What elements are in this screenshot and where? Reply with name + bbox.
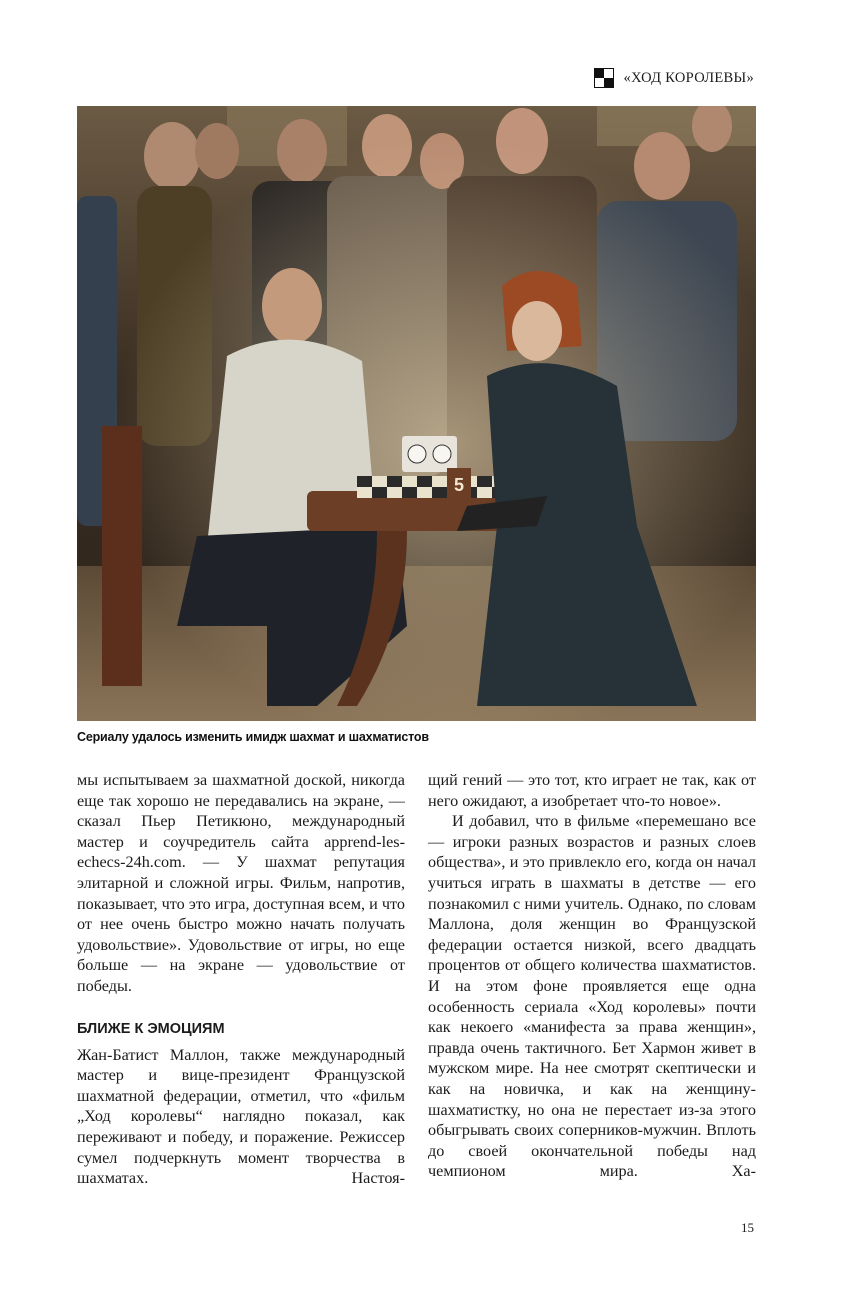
paragraph: щий гений — это тот, кто играет не так, как от него ожидают, а изобретает что-то новое».: [428, 771, 756, 810]
subheading: БЛИЖЕ К ЭМОЦИЯМ: [77, 1020, 225, 1037]
article-column-right: [428, 770, 756, 1182]
photo-caption: Сериалу удалось изменить имидж шахмат и шахматистов: [77, 730, 429, 744]
running-header: [594, 68, 754, 88]
paragraph: мы испытываем за шахматной доской, никогда еще так хорошо не передавались на экране, — сказал Пьер Петикюно, международный мастер и соучредитель сайта apprend-les-echecs-24h.com. — У шахмат репутация элитарной и сложной игры. Фильм, напротив, показывает, что это игра, доступная всем, и что от нее очень быстро можно начать получать удовольствие». Удовольствие от игры, но еще больше — на экране — удовольствие от победы.: [77, 771, 405, 995]
section-title: «ХОД КОРОЛЕВЫ»: [623, 69, 754, 86]
chess-scene-photo: [77, 106, 756, 721]
page-number: 15: [741, 1220, 754, 1235]
chessboard-square-icon: [594, 68, 614, 88]
article-column-left: [77, 770, 405, 1189]
paragraph: Жан-Батист Маллон, также международный мастер и вице-президент Французской шахматной федерации, отметил, что «фильм „Ход королевы“ наглядно показал, как переживают и победу, и поражение. Режиссер сумел подчеркнуть момент творчества в шахматах. Настоя-: [77, 1045, 405, 1188]
clock-number: 5: [453, 475, 465, 495]
paragraph: И добавил, что в фильме «перемешано все — игроки разных возрастов и разных слоев общества», и это привлекло его, когда он начал учиться играть в шахматы в детстве — его познакомил с ними учитель. Однако, по словам Маллона, доля женщин во Французской федерации остается низкой, всего двадцать процентов от общего количества шахматистов. И на этом фоне проявляется еще одна особенность сериала «Ход королевы» почти как некоего «манифеста за права женщин», правда очень тактичного. Бет Хармон живет в мужском мире. На нее смотрят скептически и как на новичка, и как на женщину-шахматистку, но она не перестает из-за этого обыгрывать своих соперников-мужчин. Вплоть до своей окончательной победы над чемпионом мира. Ха-: [428, 812, 756, 1181]
